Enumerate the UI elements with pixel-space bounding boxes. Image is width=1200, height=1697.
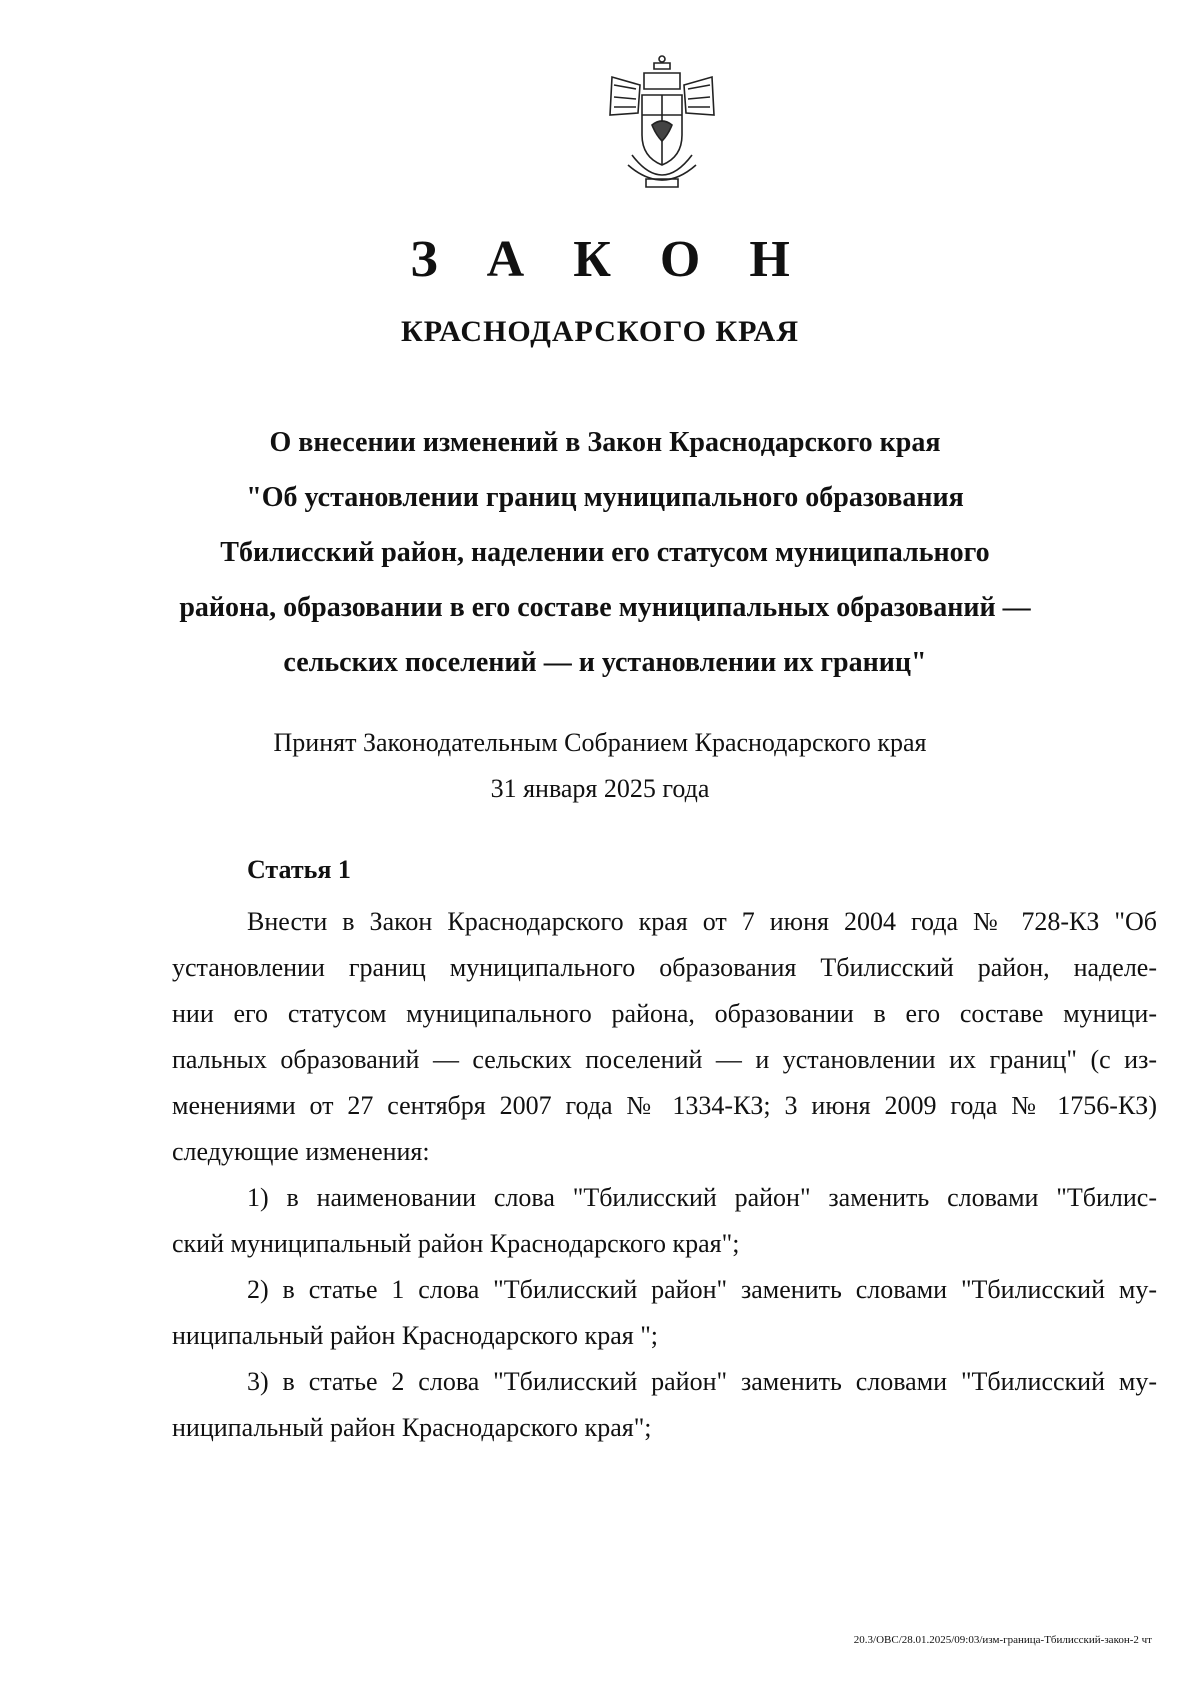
adoption-body: Принят Законодательным Собранием Краснодарского края <box>273 728 927 757</box>
subject-line: Тбилисский район, наделении его статусом муниципального <box>220 537 990 568</box>
body-line: 3) в статье 2 слова "Тбилисский район" заменить словами "Тбилисский му- <box>247 1367 1157 1396</box>
body-line: пальных образований — сельских поселений — и установлении их границ" (с из- <box>172 1045 1157 1074</box>
coat-of-arms-icon <box>602 55 722 195</box>
law-subject-title <box>165 415 1045 690</box>
subject-line: сельских поселений — и установлении их границ" <box>283 647 927 678</box>
body-line: следующие изменения: <box>172 1137 430 1166</box>
body-line: ский муниципальный район Краснодарского края"; <box>172 1229 740 1258</box>
subject-line: О внесении изменений в Закон Краснодарского края <box>269 427 941 458</box>
body-line: 2) в статье 1 слова "Тбилисский район" заменить словами "Тбилисский му- <box>247 1275 1157 1304</box>
subject-line: района, образовании в его составе муниципальных образований — <box>179 592 1031 623</box>
body-line: нии его статусом муниципального района, образовании в его составе муници- <box>172 999 1157 1028</box>
subject-line: "Об установлении границ муниципального образования <box>246 482 964 513</box>
adoption-note <box>0 720 1200 812</box>
article-heading: Статья 1 <box>247 855 351 884</box>
body-line: менениями от 27 сентября 2007 года № 1334-КЗ; 3 июня 2009 года № 1756-КЗ) <box>172 1091 1157 1120</box>
law-title: З А К О Н <box>410 231 808 288</box>
region-title: КРАСНОДАРСКОГО КРАЯ <box>401 315 799 348</box>
body-line: ниципальный район Краснодарского края "; <box>172 1321 659 1350</box>
adoption-date: 31 января 2025 года <box>490 774 710 803</box>
body-line: ниципальный район Краснодарского края"; <box>172 1413 652 1442</box>
article-body <box>172 899 1157 1451</box>
body-line: 1) в наименовании слова "Тбилисский район" заменить словами "Тбилис- <box>247 1183 1157 1212</box>
document-footer-code: 20.3/ОВС/28.01.2025/09:03/изм-граница-Тбилисский-закон-2 чт <box>853 1634 1152 1646</box>
body-line: установлении границ муниципального образования Тбилисский район, наделе- <box>172 953 1157 982</box>
body-line: Внести в Закон Краснодарского края от 7 июня 2004 года № 728-КЗ "Об <box>247 907 1157 936</box>
